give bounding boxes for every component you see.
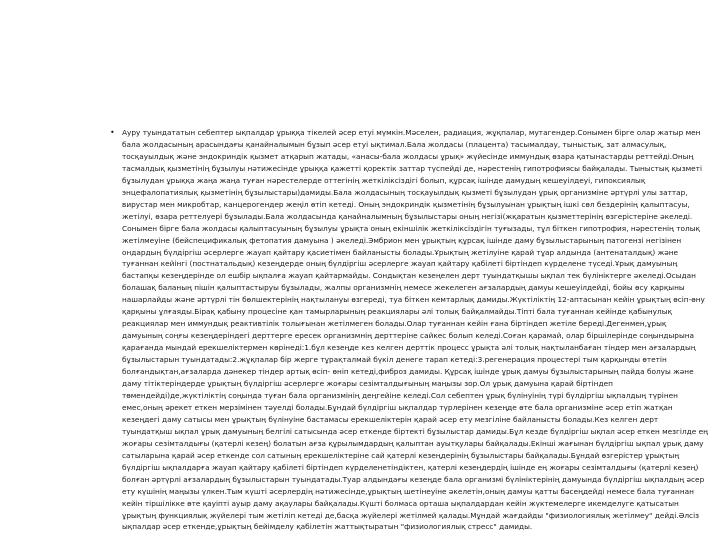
bulleted-paragraph: [110, 127, 708, 533]
body-text: Ауру туындататын себептер ықпалдар ұрыққа тікелей әсер етуі мүмкін.Мәселен, радиация, жұқпалар, мутагендер.Сонымен бірге олар жатыр мен бала жолдасының арасындағы қанайналымын бұзып әсер етуі ықтимал.Бала жолдасы (плацента) тасымалдау, тыныстық, зат алмасулық, тосқауылдық және эндокриндік қызмет атқарып жатады, «анасы-бала жолдасы ұрық» жүйесінде иммундық өзара қатынастарды реттейді.Оның тасмалдық қызметінің бұзылуы нәтижесінде ұрыққа қажетті қоректік заттар түспейді де, нәрестенің гипотрофиясы байқалады. Тыныстық қызметі бұзылудан ұрыққа жаңа жаңа туған нәрестелерде оттегінің жеткіліксіздігі болып, құрсақ ішінде дамудың кешеуілдеуі, гипоксиялық энцефалопатиялық қызметінің бұзылыстары)дамиды.Бала жолдасының тосқауылдық қызметі бұзылудан ұрық организміне әртүрлі улы заттар, вирустар мен микробтар, канцерогендер жеңіл өтіп кетеді. Оның эндокриндік қызметінің бұзылуынан ұрықтың ішкі сөл бездерінің қалыптасуы, жетілуі, өзара реттелуері бұзылады.Бала жолдасында қанайналымның бұзылыстары оның негізі(жқаратын қызметтерінің өзгерістеріне әкеледі. Сонымен бірге бала жолдасы қалыптасуының бұзылуы ұрықта оның екіншілік жеткіліксіздігін туғызады, тұл біткен гипотрофия, нәрестенің толық жетілмеуіне (бейспецификалық фетопатия дамуына ) әкеледі.Эмбрион мен ұрықтың құрсақ ішінде даму бұзылыстарының патогензі негізінен ондардың бүлдіргіш әсерлерге жауап қайтару қасиетімен байланысты болады.Ұрықтың жетілуіне қарай тұар алдында (антенаталдық) және туғаннан кейінгі (постнатальдық) кезеңдерде оның бүлдіргіш әсерлерге жауап қайтару қабілеті біртіндеп күрделене түседі.Ұрық дамуының бастапқы кезеңдерінде ол ешбір ықпалға жауап қайтармайды. Сондықтан кезеңелен дерт туындатқышы ықпал тек бүлініктерге әкеледі.Осыдан болашақ баланың пішін қалыптастыруы бұзылады, жалпы организмнің немесе жекелеген ағзалардың дамуы кешеуілдейді, бойы өсу қарқыны нашарлайды және әртүрлі тін бөлшектерінің нақтылануы өзгереді, туа біткен кемтарлық дамиды.Жүктіліктің 12-аптасынан кейін ұрықтың өсіп-өну қарқыны ұлғаяды.Бірақ қабыну процесіне қан тамырларының реакциялары әлі толық байқалмайды.Тіпті бала туғаннан кейінде қабынулық реакциялар мен иммундық реактивтілік толығынан жетілмеген болады.Олар туғаннан кейін ғана біртіндеп жетіле береді.Дегенмен,ұрық дамуының соңғы кезеңдеріндегі дерттерге ересек организмнің дерттеріне сайкес болып келеді.Соған қарамай, олар біршілерінде соңындырына қарағанда мындай ерекшеліктермен көрінеді:1.бұл кезеңде кез келген дерттік процесс ұрықта әлі толық нақтыланбаған тіндер мен ағзалардың бұзылыстарын туындатады:2.жұқпалар бір жерге тұрақталмай бүкіл денеге тарап кетеді:3.регенерация процестері тым қарқынды өтетін болғандықтан,ағзаларда дәнекер тіндер артық өсіп- өніп кетеді,фиброз дамиды. Құрсақ ішінде ұрық дамуы бұзылыстарының пайда болуы және даму тітіктеріндерде ұрықтың бүлдіргіш әсерлерге жоғары сезімталдығының маңызы зор.Ол ұрық дамуына қарай біртіндеп төмендейді)де,жүктіліктің соңында туған бала организмінің деңгейіне келеді.Сол себептен ұрық бүлінуінің түрі бүлдіргіш ықпалдың түрінен емес,оның әрекет еткен мерзімінен тәуелді болады.Бұндай бүлдіргіш ықпалдар түрлерінен кезеңде өте бала организміне әсер етіп жатқан кезеңдегі даму сатысы мен ұрықтың бүлінуіне бастамасы ерекшеліктерін қарай әсер ету мезгіліне байланысты болады.Кез келген дерт туындатқыш ықпал ұрық дамуының белгілі сатысында әсер еткенде біртекті бұзылыстар дамиды.Бұл кезде бүлдіргіш ықпал әсер еткен мезгілде ең жоғары сезімталдығы (қатерлі кезең) болатын ағза құрылымдардың қалыптан ауытқулары байқалады.Екінші жағынан бүлдіргіш ықпал ұрық даму сатыларына қарай әсер еткенде сол сатының ерекшеліктеріне сай қатерлі кезеңдерінің бұзылыстары байқалады.Бұндай өзгерістер ұрықтың бүлдіргіш ықпалдарға жауап қайтару қабілеті біртіндеп күрделенетіндіктен, қатерлі кезеңдердің ішінде ең жоғары сезімталдығы (қатерлі кезең) болған әртүрлі ағзалардың бұзылыстарын туындатады.Туар алдындағы кезеңде бала организмі бүлініктерінің дамуында бүлдіргіш ықпалдың әсер ету күшінің маңызы үлкен.Тым күшті әсерлердің нәтижесінде,ұрықтың шетінеуіне әкелетін,оның дамуы қатты бәсеңдейді немесе бала туғаннан кейін тіршілікке өте қауіпті ауыр даму ақаулары байқалады.Күшті болмаса орташа ықпалдардан кейін жүктемелерге икемделуге қатысатын ұрықтың функциялық жүйелері тым жетіліп кетеді де,басқа жүйелері жетілмей қалады.Мұндай жағдайды "физиологиялық жетілмеу" дейді.Әлсіз ықпалдар әсер еткенде,ұрықтың бейімделу қабілетін жаттықтыратын "физиологиялық стресс" дамиды.: [122, 128, 708, 532]
bullet-icon: •: [110, 128, 115, 137]
